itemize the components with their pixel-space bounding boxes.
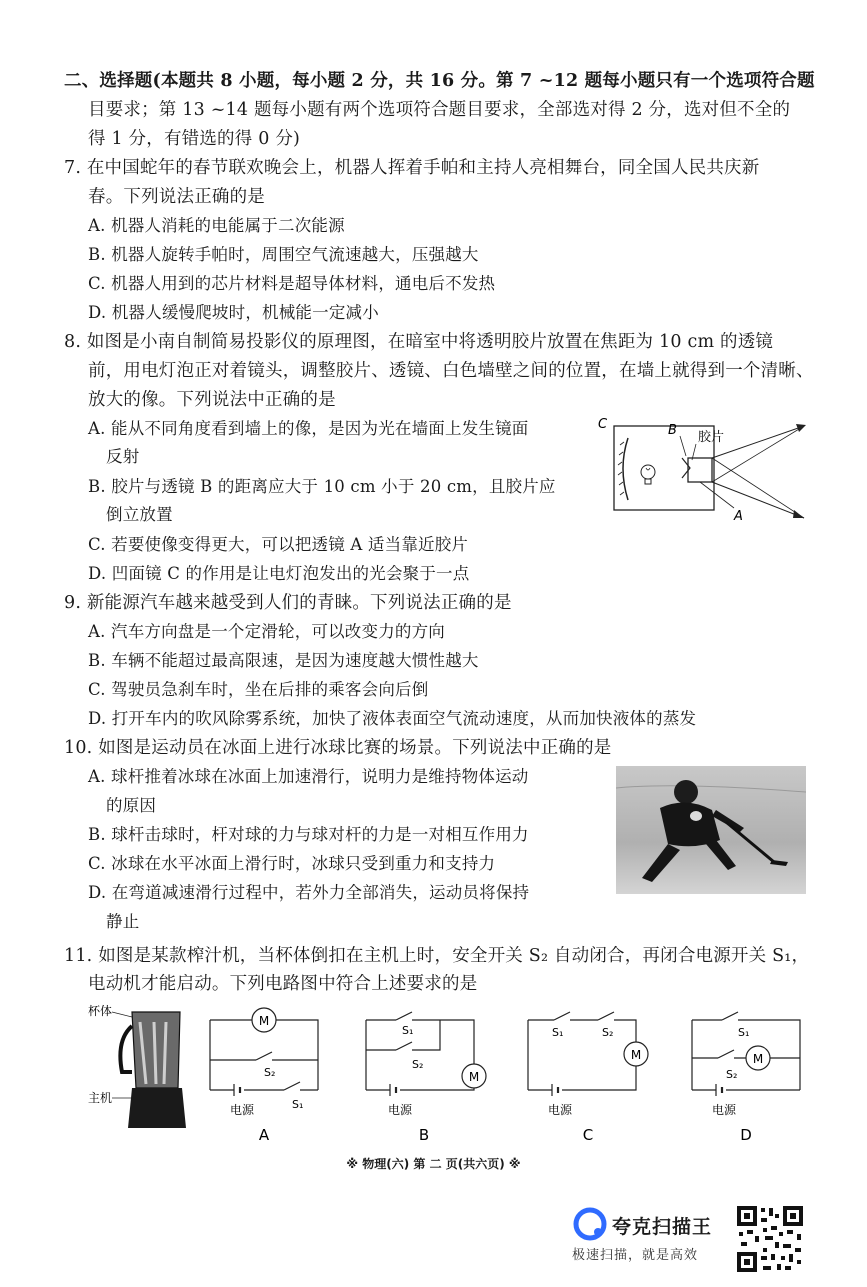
concave-mirror bbox=[623, 438, 628, 500]
q8-option-b-line2: 倒立放置 bbox=[106, 505, 173, 524]
lens-b bbox=[682, 458, 690, 478]
q7-option-d: D. 机器人缓慢爬坡时，机械能一定减小 bbox=[88, 303, 379, 322]
ray-upper bbox=[712, 426, 804, 458]
base-label: 主机 bbox=[88, 1091, 113, 1105]
q7-stem-line1: 7. 在中国蛇年的春节联欢晚会上，机器人挥着手帕和主持人亮相舞台，同全国人民共庆新 bbox=[64, 158, 760, 178]
lens-tube bbox=[688, 458, 712, 482]
q9-option-c: C. 驾驶员急刹车时，坐在后排的乘客会向后倒 bbox=[88, 680, 429, 699]
switch-s2-label: S₂ bbox=[264, 1066, 276, 1079]
motor-label: M bbox=[630, 1048, 642, 1062]
q9-stem: 9. 新能源汽车越来越受到人们的青睐。下列说法正确的是 bbox=[64, 593, 512, 613]
q7-stem-line2: 春。下列说法正确的是 bbox=[88, 187, 265, 207]
section-header-line3: 得 1 分，有错选的得 0 分) bbox=[88, 129, 301, 149]
q8-stem-line1: 8. 如图是小南自制简易投影仪的原理图，在暗室中将透明胶片放置在焦距为 10 cm 的透镜 bbox=[64, 332, 774, 352]
q8-stem-line2: 前，用电灯泡正对着镜头，调整胶片、透镜、白色墙壁之间的位置，在墙上就得到一个清晰、 bbox=[88, 361, 814, 381]
scanner-brand bbox=[572, 1206, 732, 1266]
q11-stem-line1: 11. 如图是某款榨汁机，当杯体倒扣在主机上时，安全开关 S₂ 自动闭合，再闭合电源开关 S₁， bbox=[64, 946, 810, 966]
circuit-d bbox=[682, 1006, 812, 1144]
section-header-line2: 目要求；第 13 ~14 题每小题有两个选项符合题目要求，全部选对得 2 分，选对但不全的 bbox=[88, 100, 791, 120]
switch-s1-label: S₁ bbox=[402, 1024, 414, 1037]
q10-stem: 10. 如图是运动员在冰面上进行冰球比赛的场景。下列说法中正确的是 bbox=[64, 738, 612, 758]
brand-slogan: 极速扫描，就是高效 bbox=[572, 1248, 699, 1263]
q8-option-a-line2: 反射 bbox=[106, 447, 140, 466]
ice-hockey-photo bbox=[616, 766, 806, 894]
q8-stem-line3: 放大的像。下列说法中正确的是 bbox=[88, 390, 336, 410]
motor-label: M bbox=[468, 1070, 480, 1084]
section-header-line1: 二、选择题(本题共 8 小题，每小题 2 分，共 16 分。第 7 ~12 题每小题只有一个选项符合题 bbox=[64, 71, 815, 91]
switch-s2-label: S₂ bbox=[412, 1058, 424, 1071]
arrow-lower bbox=[793, 510, 804, 518]
motor-label: M bbox=[258, 1014, 270, 1028]
q7-option-c: C. 机器人用到的芯片材料是超导体材料，通电后不发热 bbox=[88, 274, 496, 293]
q9-option-b: B. 车辆不能超过最高限速，是因为速度越大惯性越大 bbox=[88, 651, 479, 670]
q10-option-b: B. 球杆击球时，杆对球的力与球对杆的力是一对相互作用力 bbox=[88, 825, 529, 844]
q7-option-b: B. 机器人旋转手帕时，周围空气流速越大，压强越大 bbox=[88, 245, 479, 264]
qr-code-icon bbox=[735, 1204, 805, 1274]
ray-cross bbox=[712, 426, 804, 518]
switch-s1-label: S₁ bbox=[292, 1098, 304, 1111]
q10-option-d-line1: D. 在弯道减速滑行过程中，若外力全部消失，运动员将保持 bbox=[88, 883, 530, 902]
label-film: 胶片 bbox=[698, 430, 725, 445]
circuit-c bbox=[518, 1006, 658, 1144]
source-label: 电源 bbox=[388, 1103, 413, 1117]
q10-option-a-line2: 的原因 bbox=[106, 796, 157, 815]
bulb-icon bbox=[641, 465, 655, 479]
q7-option-a: A. 机器人消耗的电能属于二次能源 bbox=[88, 216, 345, 235]
q8-option-d: D. 凹面镜 C 的作用是让电灯泡发出的光会聚于一点 bbox=[88, 564, 470, 583]
juicer-handle bbox=[120, 1026, 132, 1072]
projector-diagram bbox=[594, 412, 816, 524]
brand-logo-icon bbox=[572, 1206, 608, 1242]
source-label: 电源 bbox=[712, 1103, 737, 1117]
bulb-base bbox=[645, 479, 651, 484]
q8-option-c: C. 若要使像变得更大，可以把透镜 A 适当靠近胶片 bbox=[88, 535, 469, 554]
q8-option-a-line1: A. 能从不同角度看到墙上的像，是因为光在墙面上发生镜面 bbox=[88, 419, 529, 438]
q9-option-d: D. 打开车内的吹风除雾系统，加快了液体表面空气流动速度，从而加快液体的蒸发 bbox=[88, 709, 697, 728]
cup-label: 杯体 bbox=[88, 1004, 113, 1018]
source-label: 电源 bbox=[230, 1103, 255, 1117]
arrow-upper bbox=[796, 424, 806, 432]
q10-option-d-line2: 静止 bbox=[106, 912, 140, 931]
label-c: C bbox=[598, 417, 608, 432]
label-a: A bbox=[734, 509, 743, 524]
circuit-b bbox=[356, 1006, 490, 1144]
switch-s2-label: S₂ bbox=[726, 1068, 738, 1081]
switch-s1-label: S₁ bbox=[552, 1026, 564, 1039]
q10-option-a-line1: A. 球杆推着冰球在冰面上加速滑行，说明力是维持物体运动 bbox=[88, 767, 529, 786]
source-label: 电源 bbox=[548, 1103, 573, 1117]
brand-name: 夸克扫描王 bbox=[612, 1216, 713, 1238]
ray-lower bbox=[712, 482, 804, 518]
switch-s1-label: S₁ bbox=[738, 1026, 750, 1039]
option-b-label: B bbox=[418, 1126, 430, 1144]
q10-option-c: C. 冰球在水平冰面上滑行时，冰球只受到重力和支持力 bbox=[88, 854, 496, 873]
circuit-a bbox=[200, 1006, 330, 1144]
motor-label: M bbox=[752, 1052, 764, 1066]
option-a-label: A bbox=[258, 1126, 270, 1144]
page-footer: ※ 物理(六) 第 二 页(共六页) ※ bbox=[346, 1157, 521, 1171]
label-b: B bbox=[668, 423, 677, 438]
q9-option-a: A. 汽车方向盘是一个定滑轮，可以改变力的方向 bbox=[88, 622, 446, 641]
juicer-base bbox=[128, 1088, 186, 1128]
switch-s2-label: S₂ bbox=[602, 1026, 614, 1039]
player-helmet bbox=[674, 780, 698, 804]
option-c-label: C bbox=[582, 1126, 594, 1144]
option-d-label: D bbox=[740, 1126, 752, 1144]
juicer-photo bbox=[86, 1000, 196, 1132]
q8-option-b-line1: B. 胶片与透镜 B 的距离应大于 10 cm 小于 20 cm，且胶片应 bbox=[88, 477, 556, 496]
q11-stem-line2: 电动机才能启动。下列电路图中符合上述要求的是 bbox=[88, 974, 478, 994]
